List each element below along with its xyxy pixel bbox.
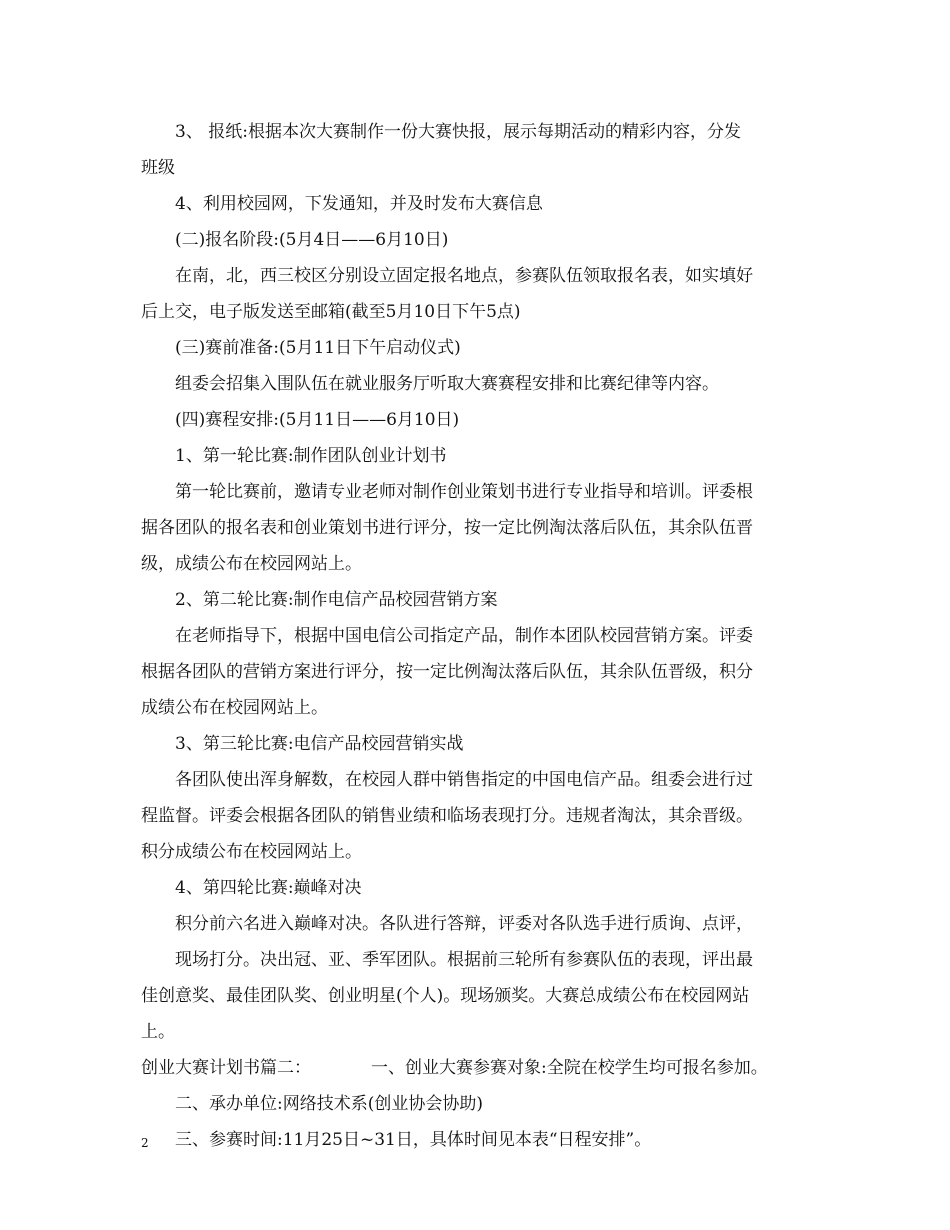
paragraph-line: 组委会招集入围队伍在就业服务厅听取大赛赛程安排和比赛纪律等内容。 [175, 374, 719, 394]
paragraph-line: 班级 [141, 158, 175, 178]
paragraph-line: 一、创业大赛参赛对象:全院在校学生均可报名参加。 [371, 1058, 768, 1078]
paragraph-line: 3、 报纸:根据本次大赛制作一份大赛快报，展示每期活动的精彩内容，分发 [175, 122, 741, 142]
article-title-line [141, 1050, 813, 1086]
paragraph-line: 在南，北，西三校区分别设立固定报名地点，参赛队伍领取报名表，如实填好 [175, 266, 753, 286]
body-text [141, 114, 813, 1158]
paragraph-line: 级，成绩公布在校园网站上。 [141, 554, 362, 574]
section-heading: (三)赛前准备:(5月11日下午启动仪式) [175, 338, 461, 358]
paragraph-line: 上。 [141, 1022, 175, 1042]
paragraph-line: 各团队使出浑身解数，在校园人群中销售指定的中国电信产品。组委会进行过 [175, 770, 753, 790]
paragraph-line: 程监督。评委会根据各团队的销售业绩和临场表现打分。违规者淘汰，其余晋级。 [141, 806, 753, 826]
paragraph-line: 三、参赛时间:11月25日~31日，具体时间见本表“日程安排”。 [175, 1130, 652, 1150]
paragraph-line: 成绩公布在校园网站上。 [141, 698, 328, 718]
paragraph-line: 积分成绩公布在校园网站上。 [141, 842, 362, 862]
subsection-heading: 3、第三轮比赛:电信产品校园营销实战 [175, 734, 464, 754]
paragraph-line: 现场打分。决出冠、亚、季军团队。根据前三轮所有参赛队伍的表现，评出最 [175, 950, 753, 970]
article-title: 创业大赛计划书篇二： [141, 1058, 311, 1078]
paragraph-line: 第一轮比赛前，邀请专业老师对制作创业策划书进行专业指导和培训。评委根 [175, 482, 753, 502]
paragraph-line: 积分前六名进入巅峰对决。各队进行答辩，评委对各队选手进行质询、点评， [175, 914, 753, 934]
section-heading: (四)赛程安排:(5月11日——6月10日) [175, 410, 460, 430]
subsection-heading: 2、第二轮比赛:制作电信产品校园营销方案 [175, 590, 498, 610]
paragraph-line: 二、承办单位:网络技术系(创业协会协助) [175, 1094, 483, 1114]
paragraph-line: 根据各团队的营销方案进行评分，按一定比例淘汰落后队伍，其余队伍晋级，积分 [141, 662, 753, 682]
paragraph-line: 据各团队的报名表和创业策划书进行评分，按一定比例淘汰落后队伍，其余队伍晋 [141, 518, 753, 538]
paragraph-line: 在老师指导下，根据中国电信公司指定产品，制作本团队校园营销方案。评委 [175, 626, 753, 646]
section-heading: (二)报名阶段:(5月4日——6月10日) [175, 230, 449, 250]
subsection-heading: 1、第一轮比赛:制作团队创业计划书 [175, 446, 447, 466]
paragraph-line: 4、利用校园网，下发通知，并及时发布大赛信息 [175, 194, 543, 214]
page-number: 2 [141, 1136, 149, 1150]
paragraph-line: 后上交，电子版发送至邮箱(截至5月10日下午5点) [141, 302, 521, 322]
subsection-heading: 4、第四轮比赛:巅峰对决 [175, 878, 362, 898]
paragraph-line: 佳创意奖、最佳团队奖、创业明星(个人)。现场颁奖。大赛总成绩公布在校园网站 [141, 986, 750, 1006]
